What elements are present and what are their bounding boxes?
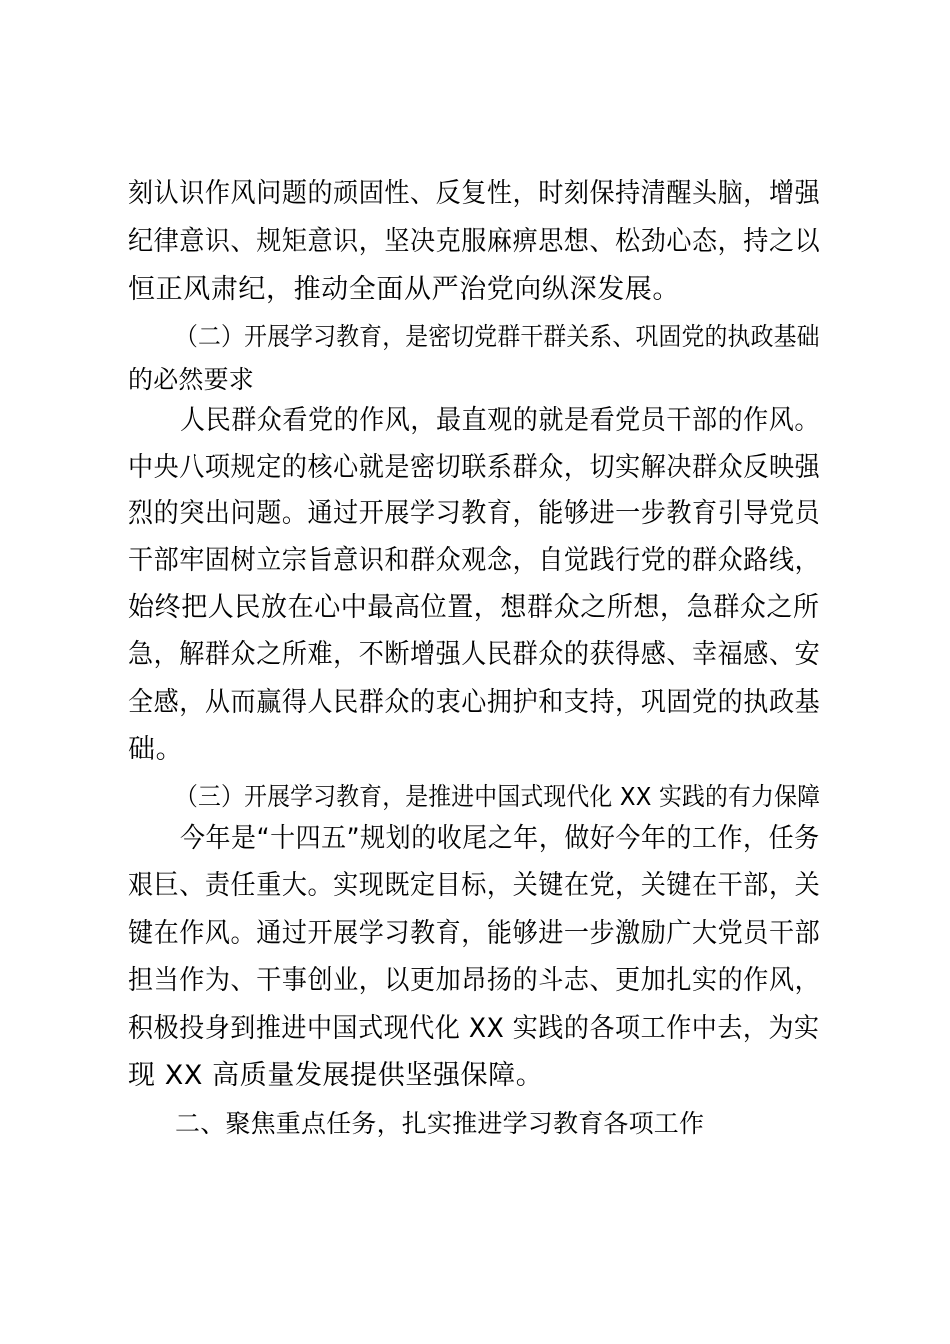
paragraph-2-line-8: 础。	[128, 734, 184, 765]
subheading-2-line-1: （二）开展学习教育，是密切党群干群关系、巩固党的执政基础	[175, 322, 820, 351]
subheading-2-line-2: 的必然要求	[128, 365, 255, 394]
section-heading-2: 二、聚焦重点任务，扎实推进学习教育各项工作	[175, 1109, 705, 1138]
paragraph-3-line-3: 键在作风。通过开展学习教育，能够进一步激励广大党员干部	[128, 918, 821, 949]
paragraph-1-line-3: 恒正风肃纪，推动全面从严治党向纵深发展。	[128, 274, 680, 305]
paragraph-2-line-4: 干部牢固树立宗旨意识和群众观念，自觉践行党的群众路线，	[128, 545, 821, 576]
paragraph-2-line-1: 人民群众看党的作风，最直观的就是看党员干部的作风。	[180, 405, 820, 436]
paragraph-2-line-7: 全感，从而赢得人民群众的衷心拥护和支持，巩固党的执政基	[128, 687, 821, 718]
paragraph-2-line-5: 始终把人民放在心中最高位置，想群众之所想，急群众之所	[128, 592, 820, 623]
paragraph-1-line-2: 纪律意识、规矩意识，坚决克服麻痹思想、松劲心态，持之以	[128, 226, 821, 257]
paragraph-2-line-3: 烈的突出问题。通过开展学习教育，能够进一步教育引导党员	[128, 498, 821, 529]
paragraph-3-line-4: 担当作为、干事创业，以更加昂扬的斗志、更加扎实的作风，	[128, 965, 821, 996]
paragraph-2-line-2: 中央八项规定的核心就是密切联系群众，切实解决群众反映强	[128, 452, 821, 483]
paragraph-3-line-2: 艰巨、责任重大。实现既定目标，关键在党，关键在干部，关	[128, 870, 821, 901]
paragraph-2-line-6: 急，解群众之所难，不断增强人民群众的获得感、幸福感、安	[128, 639, 821, 670]
paragraph-1-line-1: 刻认识作风问题的顽固性、反复性，时刻保持清醒头脑，增强	[128, 178, 821, 209]
subheading-3-line-1: （三）开展学习教育，是推进中国式现代化 XX 实践的有力保障	[175, 782, 821, 811]
paragraph-3-line-1: 今年是“十四五”规划的收尾之年，做好今年的工作，任务	[180, 823, 820, 854]
paragraph-3-line-6: 现 XX 高质量发展提供坚强保障。	[128, 1060, 544, 1091]
paragraph-3-line-5: 积极投身到推进中国式现代化 XX 实践的各项工作中去，为实	[128, 1013, 820, 1044]
